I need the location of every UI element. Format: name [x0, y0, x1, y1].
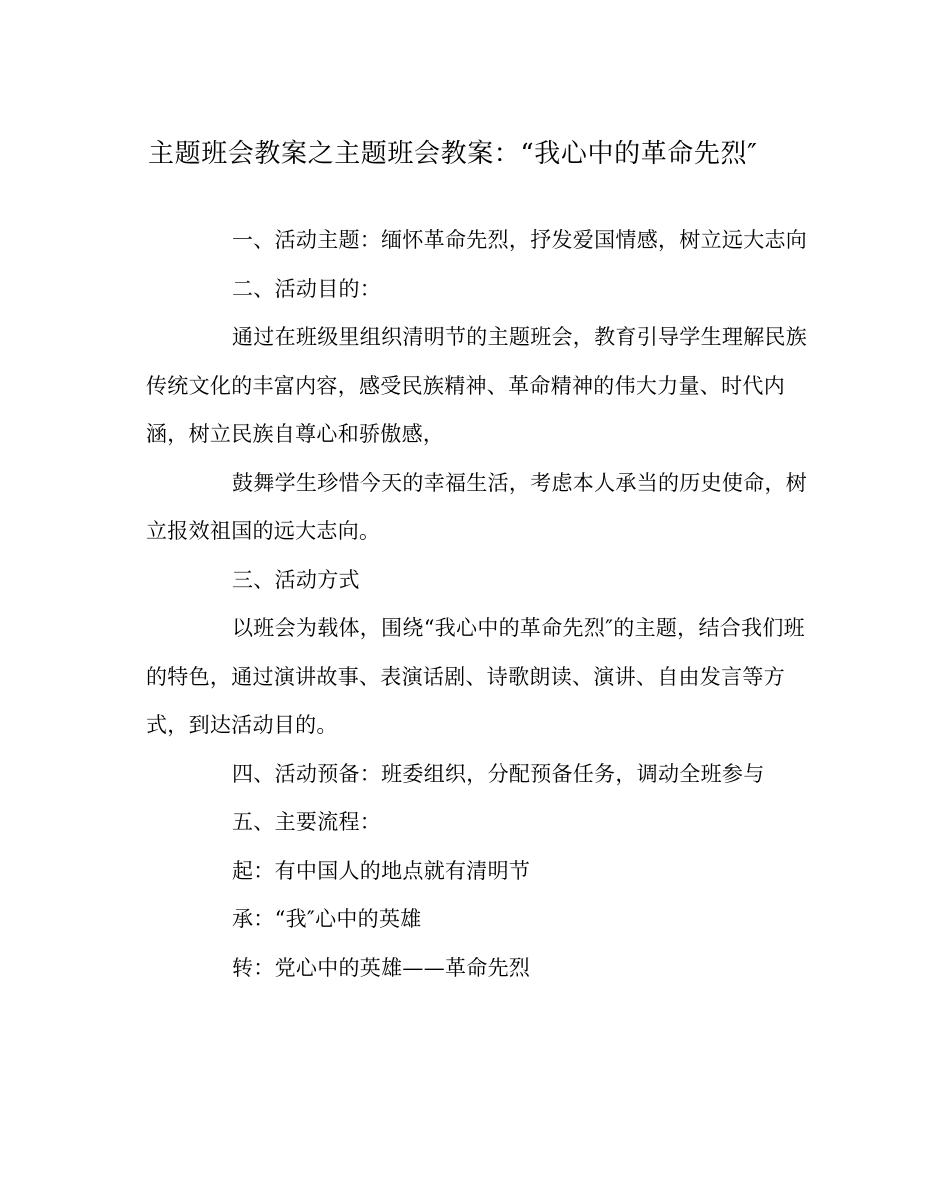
heading-main-process: 五、主要流程：: [232, 810, 382, 834]
paragraph-purpose-detail: 通过在班级里组织清明节的主题班会，教育引导学生理解民族传统文化的丰富内容，感受民族精神、革命精神的伟大力量、时代内涵，树立民族自尊心和骄傲感，: [146, 325, 808, 446]
paragraph-format-detail: 以班会为载体，围绕“我心中的革命先烈″的主题，结合我们班的特色，通过演讲故事、表演话剧、诗歌朗读、演讲、自由发言等方式，到达活动目的。: [146, 616, 805, 737]
heading-activity-purpose: 二、活动目的：: [232, 276, 382, 301]
paragraph-preparation: 四、活动预备：班委组织，分配预备任务，调动全班参与: [232, 761, 765, 786]
process-step-continue: 承：“我″心中的英雄: [232, 907, 422, 931]
document-title: 主题班会教案之主题班会教案：“我心中的革命先烈″: [148, 139, 758, 169]
document-body: [146, 216, 810, 992]
paragraph-activity-theme: 一、活动主题：缅怀革命先烈，抒发爱国情感，树立远大志向: [232, 228, 808, 252]
process-step-start: 起：有中国人的地点就有清明节: [232, 858, 531, 883]
heading-activity-format: 三、活动方式: [232, 567, 360, 592]
process-step-turn: 转：党心中的英雄——革命先烈: [232, 955, 531, 980]
paragraph-encouragement: 鼓舞学生珍惜今天的幸福生活，考虑本人承当的历史使命，树立报效祖国的远大志向。: [146, 470, 808, 543]
